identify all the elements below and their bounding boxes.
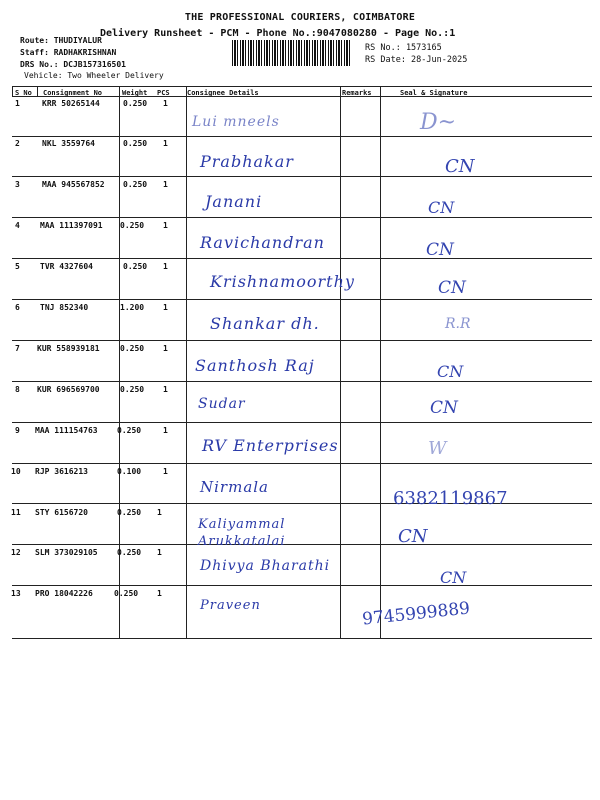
row-sno: 10 bbox=[11, 467, 21, 476]
row-sno: 5 bbox=[15, 262, 20, 271]
row-consignment: MAA 111154763 bbox=[35, 426, 98, 435]
row-signature: CN bbox=[428, 198, 455, 217]
row-pcs: 1 bbox=[163, 344, 168, 353]
row-consignee: Krishnamoorthy bbox=[210, 272, 355, 291]
row-pcs: 1 bbox=[163, 467, 168, 476]
row-consignment: PRO 18042226 bbox=[35, 589, 93, 598]
row-consignee: Dhivya Bharathi bbox=[200, 558, 331, 574]
row-consignment: STY 6156720 bbox=[35, 508, 88, 517]
row-weight: 0.250 bbox=[120, 221, 145, 230]
row-signature: CN bbox=[437, 362, 464, 381]
row-consignment: TVR 4327604 bbox=[40, 262, 93, 271]
row-sno: 7 bbox=[15, 344, 20, 353]
col-pcs: PCS bbox=[157, 89, 170, 97]
row-signature: CN bbox=[398, 526, 428, 547]
row-signature: 6382119867 bbox=[393, 488, 508, 509]
row-consignment: TNJ 852340 bbox=[40, 303, 89, 312]
col-seal: Seal & Signature bbox=[400, 89, 468, 97]
route-label: Route: THUDIYALUR bbox=[20, 36, 102, 45]
row-consignee: Sudar bbox=[198, 396, 246, 412]
col-remarks: Remarks bbox=[342, 89, 372, 97]
row-signature: CN bbox=[438, 278, 466, 298]
row-pcs: 1 bbox=[163, 385, 168, 394]
row-pcs: 1 bbox=[163, 426, 168, 435]
row-weight: 0.250 bbox=[120, 385, 145, 394]
row-signature: CN bbox=[426, 240, 454, 260]
row-weight: 0.250 bbox=[123, 99, 148, 108]
row-weight: 0.250 bbox=[123, 180, 148, 189]
row-consignee: Nirmala bbox=[200, 478, 269, 496]
barcode-image bbox=[232, 40, 352, 66]
sheet-title: Delivery Runsheet - PCM - Phone No.:9047080280 - Page No.:1 bbox=[100, 28, 456, 39]
row-consignee: Ravichandran bbox=[200, 233, 325, 252]
row-consignment: SLM 373029105 bbox=[35, 548, 98, 557]
row-consignment: KUR 696569700 bbox=[37, 385, 100, 394]
row-consignee: Praveen bbox=[200, 598, 261, 613]
row-pcs: 1 bbox=[157, 548, 162, 557]
row-sno: 2 bbox=[15, 139, 20, 148]
row-consignee: Kaliyammal Arukkatalai bbox=[198, 517, 286, 549]
row-signature: R.R bbox=[445, 316, 471, 332]
row-signature: CN bbox=[445, 156, 475, 177]
row-weight: 1.200 bbox=[120, 303, 145, 312]
rs-number: RS No.: 1573165 bbox=[365, 43, 442, 53]
row-consignee: Prabhakar bbox=[200, 152, 294, 171]
row-sno: 13 bbox=[11, 589, 21, 598]
row-sno: 4 bbox=[15, 221, 20, 230]
row-sno: 3 bbox=[15, 180, 20, 189]
row-sno: 8 bbox=[15, 385, 20, 394]
company-name: THE PROFESSIONAL COURIERS, COIMBATORE bbox=[184, 12, 416, 23]
row-consignee: Lui mneels bbox=[192, 114, 280, 130]
row-consignment: KRR 50265144 bbox=[42, 99, 100, 108]
row-consignee: Janani bbox=[205, 192, 263, 211]
row-signature: CN bbox=[440, 568, 467, 587]
col-sno: S No bbox=[15, 89, 32, 97]
row-sno: 6 bbox=[15, 303, 20, 312]
vehicle-label: Vehicle: Two Wheeler Delivery bbox=[24, 71, 164, 80]
col-consignee: Consignee Details bbox=[187, 89, 259, 97]
row-weight: 0.250 bbox=[120, 344, 145, 353]
row-consignee: Shankar dh. bbox=[210, 314, 320, 333]
row-weight: 0.250 bbox=[114, 589, 139, 598]
rs-date: RS Date: 28-Jun-2025 bbox=[365, 55, 468, 65]
row-pcs: 1 bbox=[157, 508, 162, 517]
col-consignment: Consignment No bbox=[43, 89, 103, 97]
row-consignment: RJP 3616213 bbox=[35, 467, 88, 476]
row-pcs: 1 bbox=[163, 262, 168, 271]
row-pcs: 1 bbox=[163, 180, 168, 189]
col-weight: Weight bbox=[122, 89, 148, 97]
row-signature: 9745999889 bbox=[361, 598, 471, 630]
row-weight: 0.250 bbox=[123, 139, 148, 148]
row-pcs: 1 bbox=[163, 139, 168, 148]
row-consignee: Santhosh Raj bbox=[195, 356, 315, 375]
row-weight: 0.250 bbox=[117, 508, 142, 517]
row-consignee: RV Enterprises bbox=[202, 436, 339, 455]
row-consignment: KUR 558939181 bbox=[37, 344, 100, 353]
row-consignment: NKL 3559764 bbox=[42, 139, 95, 148]
row-signature: D~ bbox=[420, 110, 457, 135]
row-signature: CN bbox=[430, 398, 458, 418]
row-sno: 1 bbox=[15, 99, 20, 108]
row-consignment: MAA 111397091 bbox=[40, 221, 103, 230]
row-signature: W bbox=[428, 438, 447, 459]
row-consignment: MAA 945567852 bbox=[42, 180, 105, 189]
row-pcs: 1 bbox=[157, 589, 162, 598]
row-weight: 0.250 bbox=[117, 548, 142, 557]
row-weight: 0.250 bbox=[117, 426, 142, 435]
row-pcs: 1 bbox=[163, 221, 168, 230]
row-sno: 11 bbox=[11, 508, 21, 517]
row-sno: 9 bbox=[15, 426, 20, 435]
row-pcs: 1 bbox=[163, 99, 168, 108]
drs-number: DRS No.: DCJB157316501 bbox=[20, 60, 126, 69]
row-weight: 0.250 bbox=[123, 262, 148, 271]
staff-label: Staff: RADHAKRISHNAN bbox=[20, 48, 117, 57]
row-weight: 0.100 bbox=[117, 467, 142, 476]
row-pcs: 1 bbox=[163, 303, 168, 312]
row-sno: 12 bbox=[11, 548, 21, 557]
